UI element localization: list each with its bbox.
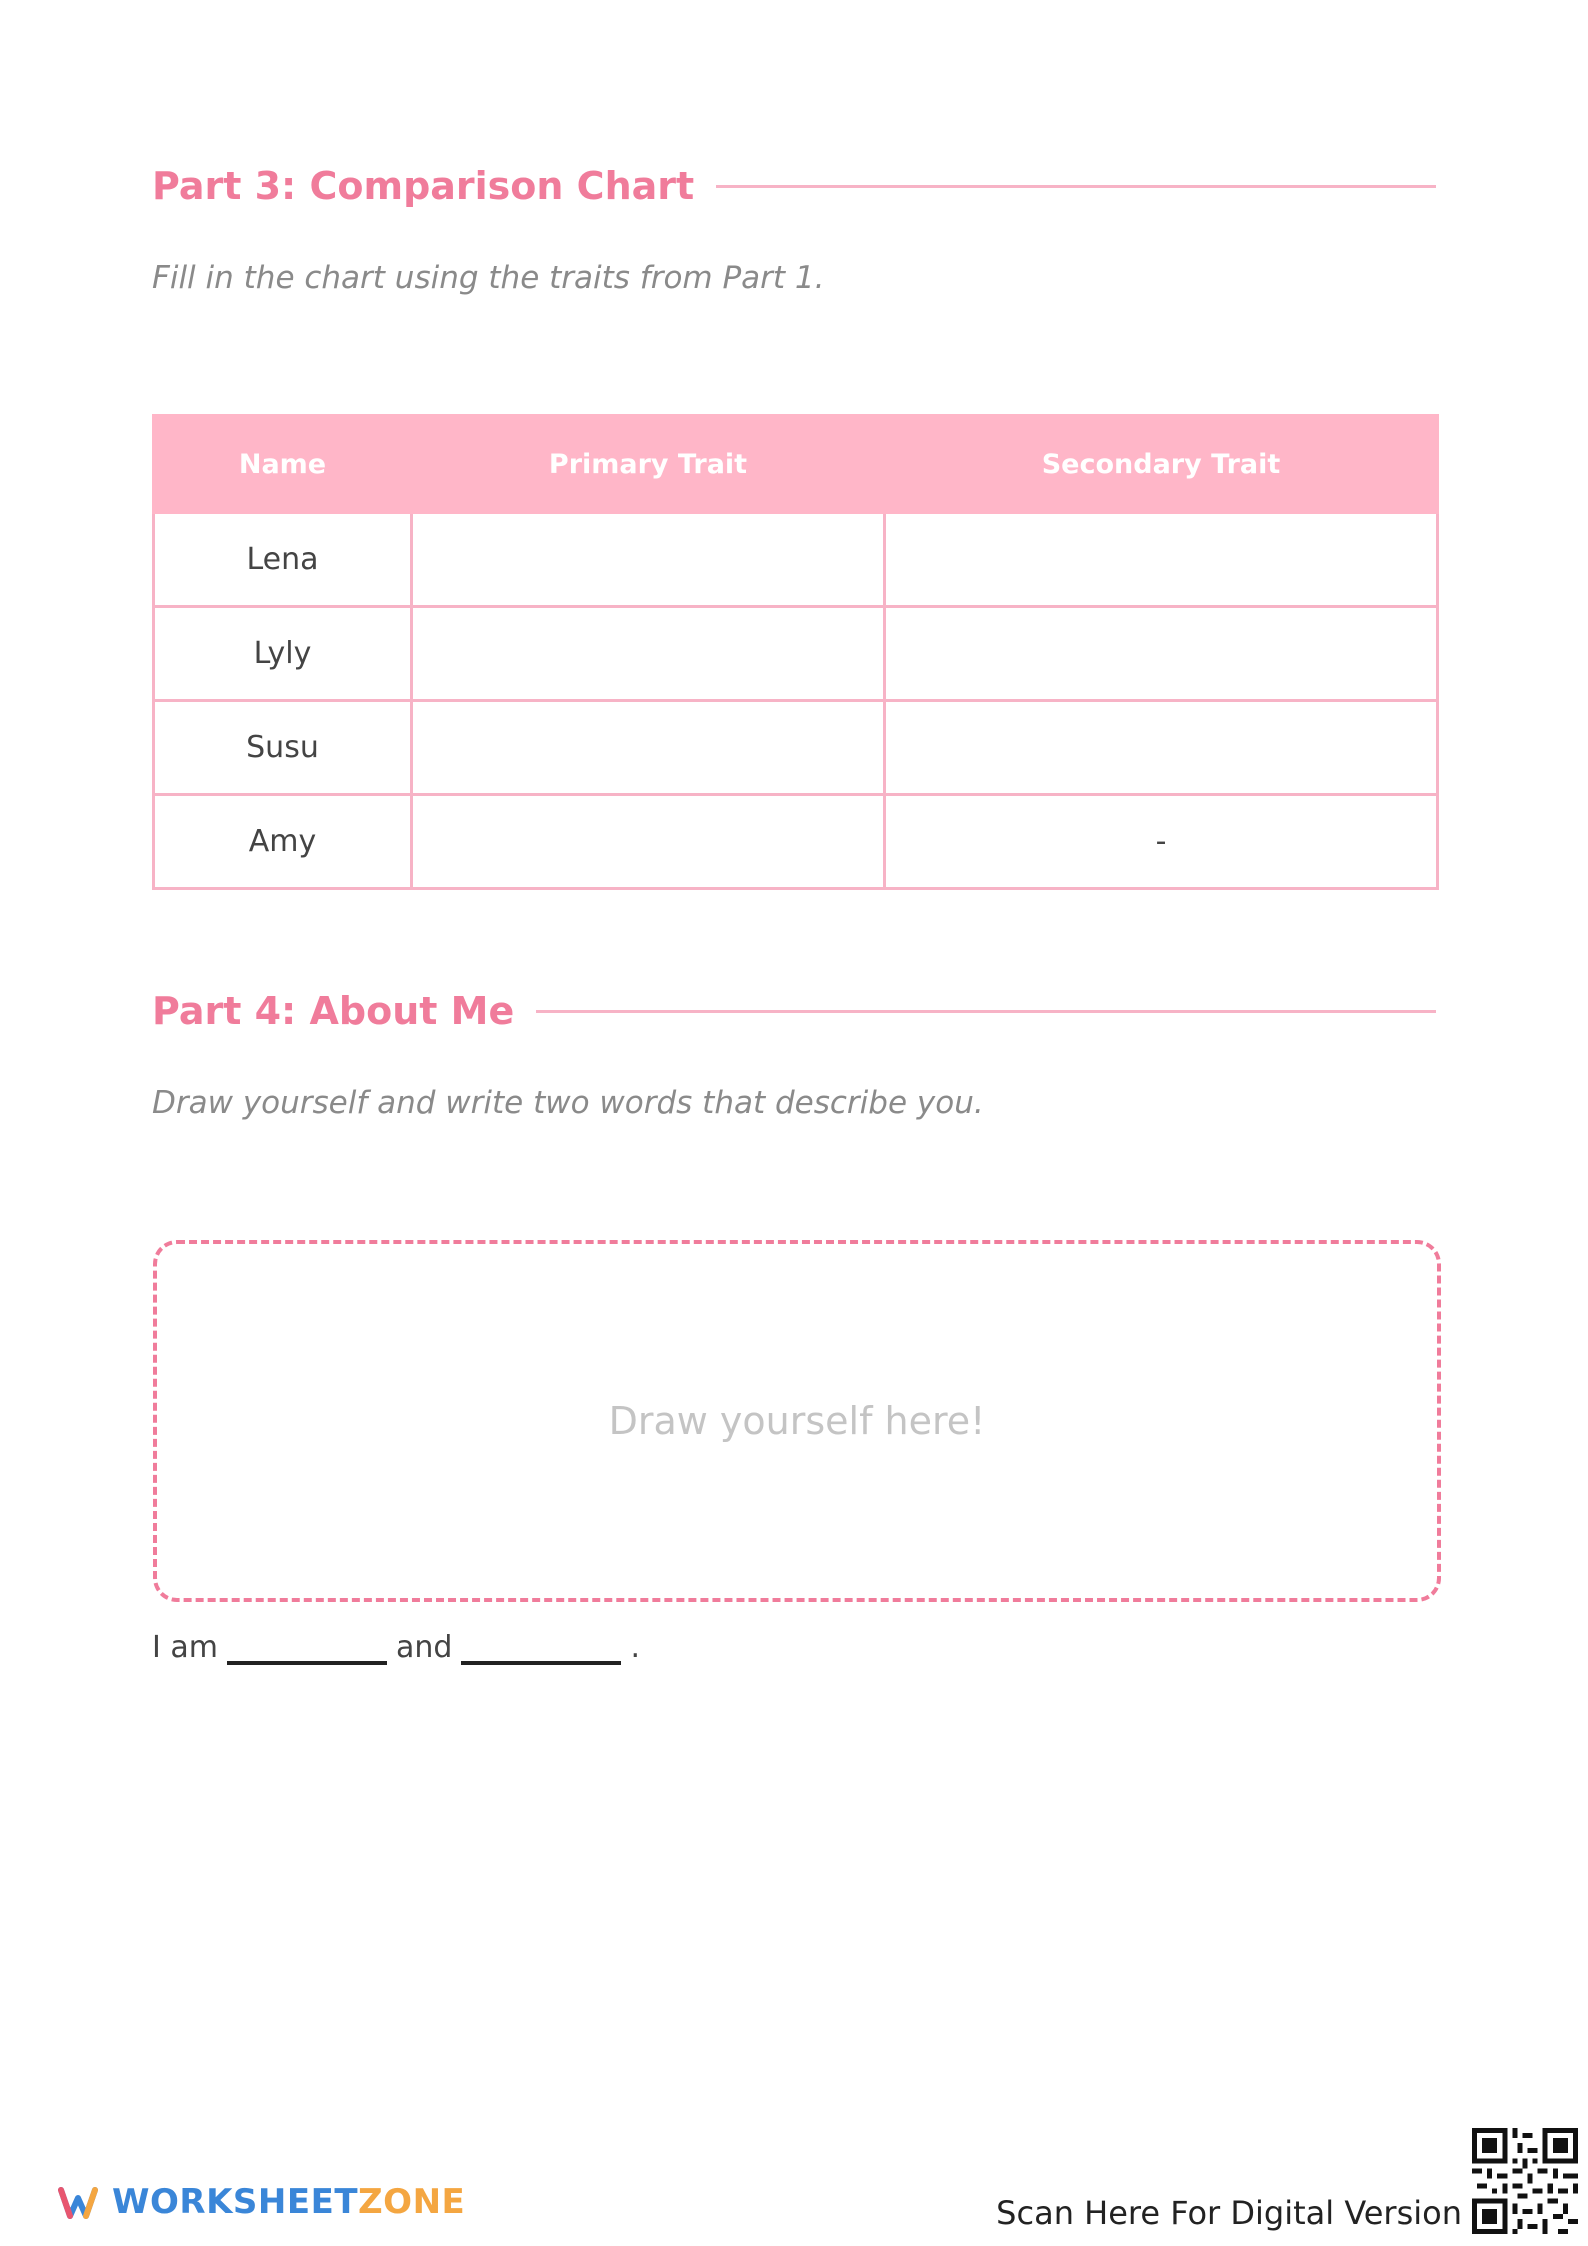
table-row xyxy=(154,513,1438,607)
secondary-trait-cell[interactable] xyxy=(885,701,1438,795)
worksheetzone-logo xyxy=(58,2182,465,2222)
name-cell: Susu xyxy=(154,701,412,795)
self-description-sentence xyxy=(152,1630,640,1665)
table-row xyxy=(154,701,1438,795)
header-secondary-trait: Secondary Trait xyxy=(885,416,1438,513)
primary-trait-cell[interactable] xyxy=(412,513,885,607)
comparison-table xyxy=(152,414,1439,890)
part3-divider xyxy=(716,185,1436,188)
sentence-middle: and xyxy=(396,1630,453,1665)
table-row xyxy=(154,607,1438,701)
logo-wordmark xyxy=(112,2182,465,2222)
primary-trait-cell[interactable] xyxy=(412,607,885,701)
scan-caption: Scan Here For Digital Version xyxy=(996,2194,1462,2232)
name-cell: Lyly xyxy=(154,607,412,701)
name-cell: Lena xyxy=(154,513,412,607)
secondary-trait-cell[interactable] xyxy=(885,513,1438,607)
table-row xyxy=(154,795,1438,889)
header-name: Name xyxy=(154,416,412,513)
qr-code-icon[interactable] xyxy=(1472,2128,1578,2234)
part4-instruction: Draw yourself and write two words that describe you. xyxy=(152,1085,984,1121)
word-blank-2[interactable] xyxy=(461,1639,621,1665)
name-cell: Amy xyxy=(154,795,412,889)
logo-text-zone: ZONE xyxy=(358,2182,466,2222)
part3-instruction: Fill in the chart using the traits from Part 1. xyxy=(152,260,825,296)
secondary-trait-cell[interactable]: - xyxy=(885,795,1438,889)
part4-heading xyxy=(152,989,1436,1033)
primary-trait-cell[interactable] xyxy=(412,795,885,889)
logo-text-worksheet: WORKSHEET xyxy=(112,2182,359,2222)
part4-divider xyxy=(536,1010,1436,1013)
drawing-hint: Draw yourself here! xyxy=(608,1399,986,1443)
primary-trait-cell[interactable] xyxy=(412,701,885,795)
part4-title: Part 4: About Me xyxy=(152,989,515,1033)
logo-icon xyxy=(58,2182,98,2222)
sentence-suffix: . xyxy=(630,1630,640,1665)
sentence-prefix: I am xyxy=(152,1630,218,1665)
drawing-area[interactable] xyxy=(153,1240,1441,1602)
secondary-trait-cell[interactable] xyxy=(885,607,1438,701)
part3-title: Part 3: Comparison Chart xyxy=(152,164,695,208)
part3-heading xyxy=(152,164,1436,208)
table-header-row xyxy=(154,416,1438,513)
word-blank-1[interactable] xyxy=(227,1639,387,1665)
header-primary-trait: Primary Trait xyxy=(412,416,885,513)
